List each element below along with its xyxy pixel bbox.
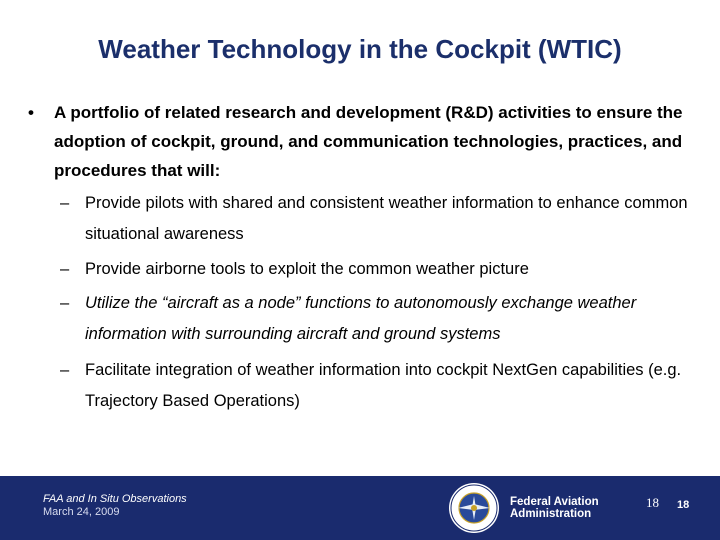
agency-line-2: Administration [510,508,592,520]
sub-bullet [60,288,700,350]
sub-bullet-text: Facilitate integration of weather information into cockpit NextGen capabilities (e.g. Trajectory Based Operations) [85,361,682,410]
dash-marker: – [60,260,70,278]
sub-bullet-text: Provide airborne tools to exploit the common weather picture [85,260,529,278]
main-bullet-text: A portfolio of related research and development (R&D) activities to ensure the adoption of cockpit, ground, and communication technologies, practices, and procedures that will: [54,103,683,180]
sub-bullet [60,188,700,250]
faa-seal-icon [448,482,500,534]
footer-bar [0,476,720,540]
main-bullet [24,98,704,185]
sub-bullet-text: Provide pilots with shared and consistent weather information to enhance common situational awareness [85,194,688,243]
presentation-title: FAA and In Situ Observations [43,493,187,505]
sub-bullet [60,254,700,285]
dash-marker: – [60,361,70,379]
slide-title: Weather Technology in the Cockpit (WTIC) [98,34,622,64]
sub-bullet-text: Utilize the “aircraft as a node” functions to autonomously exchange weather information with surrounding aircraft and ground systems [85,294,637,343]
footer-presentation-info [43,493,187,519]
bullet-marker: • [28,103,34,122]
dash-marker: – [60,294,70,312]
sub-bullet [60,355,700,417]
agency-line-1: Federal Aviation [510,496,599,508]
agency-name [510,496,599,520]
slide-number: 18 [677,499,690,511]
dash-marker: – [60,194,70,212]
presentation-date: March 24, 2009 [43,506,120,518]
page-number: 18 [646,495,659,510]
